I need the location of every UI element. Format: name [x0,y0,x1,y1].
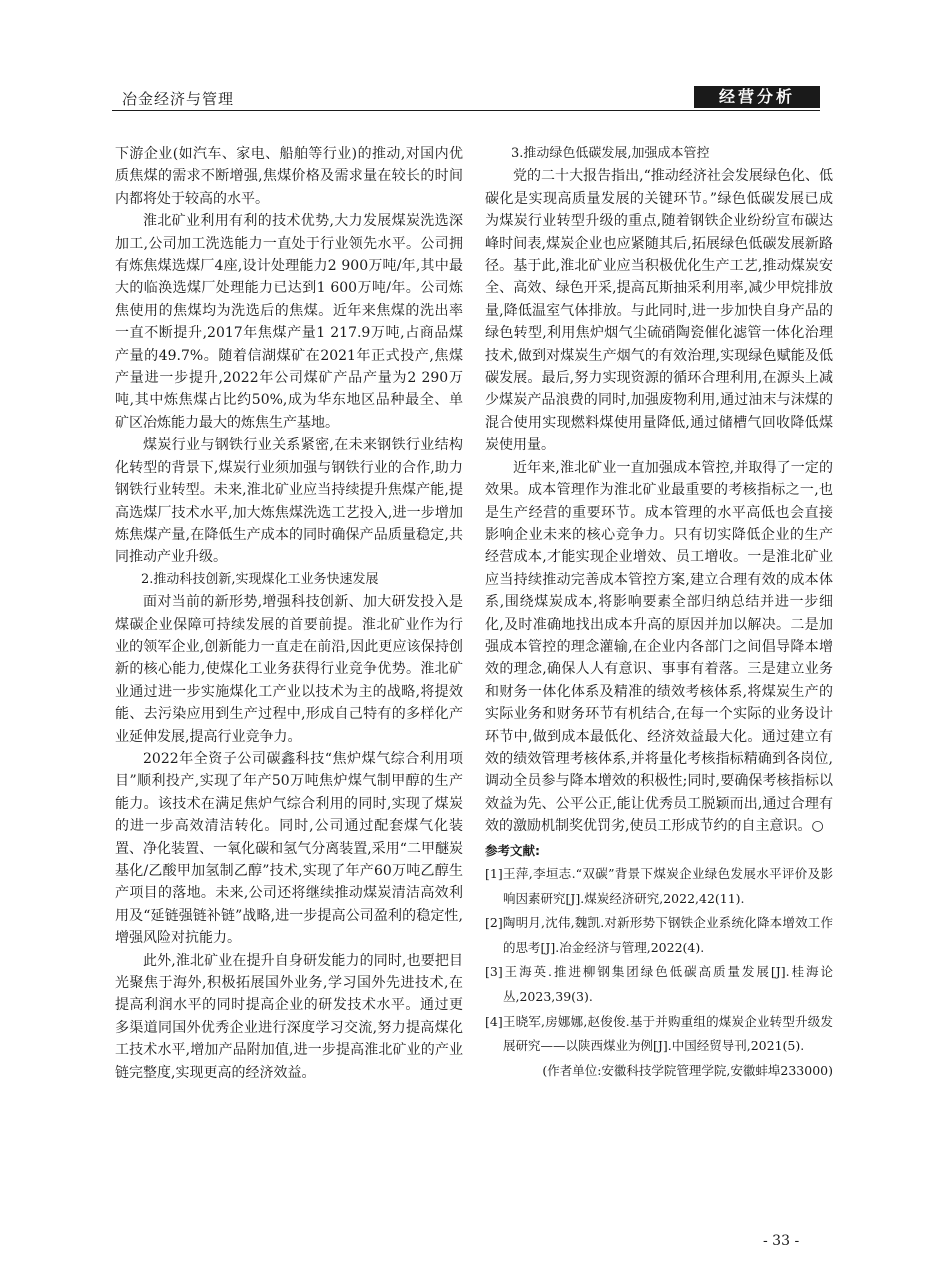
paragraph: 2022年全资子公司碳鑫科技“焦炉煤气综合利用项目”顺利投产,实现了年产50万吨焦炉煤气制甲醇的生产能力。该技术在满足焦炉气综合利用的同时,实现了煤炭的进一步高效清洁转化。同时,公司通过配套煤气化装置、净化装置、一氧化碳和氢气分离装置,采用“二甲醚炭基化/乙酸甲加氢制乙醇”技术,实现了年产60万吨乙醇生产项目的落地。未来,公司还将继续推动煤炭清洁高效利用及“延链强链补链”战略,进一步提高公司盈利的稳定性,增强风险对抗能力。 [115,750,463,947]
paragraph: 煤炭行业与钢铁行业关系紧密,在未来钢铁行业结构化转型的背景下,煤炭行业须加强与钢铁行业的合作,助力钢铁行业转型。未来,淮北矿业应当持续提升焦煤产能,提高选煤厂技术水平,加大炼焦煤洗选工艺投入,进一步增加炼焦煤产量,在降低生产成本的同时确保产品质量稳定,共同推动产业升级。 [115,437,463,566]
reference-item: [1]王萍,李垣志.“双碳”背景下煤炭企业绿色发展水平评价及影响因素研究[J].煤炭经济研究,2022,42(11). [485,866,833,906]
paragraph: 党的二十大报告指出,“推动经济社会发展绿色化、低碳化是实现高质量发展的关键环节。”绿色低碳发展已成为煤炭行业转型升级的重点,随着钢铁企业纷纷宣布碳达峰时间表,煤炭企业也应紧随其后,拓展绿色低碳发展新路径。基于此,淮北矿业应当积极优化生产工艺,推动煤炭安全、高效、绿色开采,提高瓦斯抽采利用率,减少甲烷排放量,降低温室气体排放。与此同时,进一步加快自身产品的绿色转型,利用焦炉烟气尘硫硝陶瓷催化滤管一体化治理技术,做到对煤炭生产烟气的有效治理,实现绿色赋能及低碳发展。最后,努力实现资源的循环合理利用,在源头上减少煤炭产品浪费的同时,加强废物利用,通过油末与沫煤的混合使用实现燃料煤使用量降低,通过储槽气回收降低煤炭使用量。 [485,168,833,454]
section-tag: 经营分析 [694,86,820,108]
paragraph: 淮北矿业利用有利的技术优势,大力发展煤炭洗选深加工,公司加工洗选能力一直处于行业领先水平。公司拥有炼焦煤选煤厂4座,设计处理能力2 900万吨/年,其中最大的临涣选煤厂处理能力已达到1 600万吨/年。公司炼焦使用的焦煤均为洗选后的焦煤。近年来焦煤的洗出率一直不断提升,2017年焦煤产量1 217.9万吨,占商品煤产量的49.7%。随着信湖煤矿在2021年正式投产,焦煤产量进一步提升,2022年公司煤矿产品产量为2 290万吨,其中炼焦煤占比约50%,成为华东地区品种最全、单矿区冶炼能力最大的炼焦生产基地。 [115,213,463,431]
author-affiliation: (作者单位:安徽科技学院管理学院,安徽蚌埠233000) [542,1062,833,1078]
left-column [115,143,463,1084]
section-heading: 2.推动科技创新,实现煤化工业务快速发展 [141,571,379,587]
header-rule [112,110,820,111]
paragraph: 面对当前的新形势,增强科技创新、加大研发投入是煤碳企业保障可持续发展的首要前提。淮北矿业作为行业的领军企业,创新能力一直走在前沿,因此更应该保持创新的核心能力,使煤化工业务获得行业竞争优势。淮北矿业通过进一步实施煤化工产业以技术为主的战略,将提效能、去污染应用到生产过程中,形成自己特有的多样化产业延伸发展,提高行业竞争力。 [115,594,463,745]
paragraph: 下游企业(如汽车、家电、船舶等行业)的推动,对国内优质焦煤的需求不断增强,焦煤价格及需求量在较长的时间内都将处于较高的水平。 [115,146,463,207]
right-column [485,143,833,1083]
paragraph: 此外,淮北矿业在提升自身研发能力的同时,也要把目光聚焦于海外,积极拓展国外业务,学习国外先进技术,在提高利润水平的同时提高企业的研发技术水平。通过更多渠道同国外优秀企业进行深度学习交流,努力提高煤化工技术水平,增加产品附加值,进一步提高淮北矿业的产业链完整度,实现更高的经济效益。 [115,952,463,1081]
reference-item: [2]陶明月,沈伟,魏凯.对新形势下钢铁企业系统化降本增效工作的思考[J].冶金经济与管理,2022(4). [485,915,833,955]
references-title: 参考文献: [485,842,540,858]
section-heading: 3.推动绿色低碳发展,加强成本管控 [511,146,710,161]
paragraph: 近年来,淮北矿业一直加强成本管控,并取得了一定的效果。成本管理作为淮北矿业最重要的考核指标之一,也是生产经营的重要环节。成本管理的水平高低也会直接影响企业未来的核心竞争力。只有切实降低企业的生产经营成本,才能实现企业增效、员工增收。一是淮北矿业应当持续推动完善成本管控方案,建立合理有效的成本体系,围绕煤炭成本,将影响要素全部归纳总结并进一步细化,及时准确地找出成本升高的原因并加以解决。二是加强成本管控的理念灌输,在企业内各部门之间倡导降本增效的理念,确保人人有意识、事事有着落。三是建立业务和财务一体化体系及精准的绩效考核体系,将煤炭生产的实际业务和财务环节有机结合,在每一个实际的业务设计环节中,做到成本最低化、经济效益最大化。通过建立有效的绩效管理考核体系,并将量化考核指标精确到各岗位,调动全员参与降本增效的积极性;同时,要确保考核指标以效益为先、公平公正,能让优秀员工脱颖而出,通过合理有效的激励机制奖优罚劣,使员工形成节约的自主意识。○ [485,459,833,835]
reference-item: [4]王晓军,房娜娜,赵俊俊.基于并购重组的煤炭企业转型升级发展研究——以陕西煤业为例[J].中国经贸导刊,2021(5). [485,1013,833,1054]
reference-item: [3]王海英.推进柳钢集团绿色低碳高质量发展[J].桂海论丛,2023,39(3). [485,964,833,1004]
journal-title: 冶金经济与管理 [122,90,235,108]
page-header [112,86,820,112]
page-number: - 33 - [763,1233,800,1249]
